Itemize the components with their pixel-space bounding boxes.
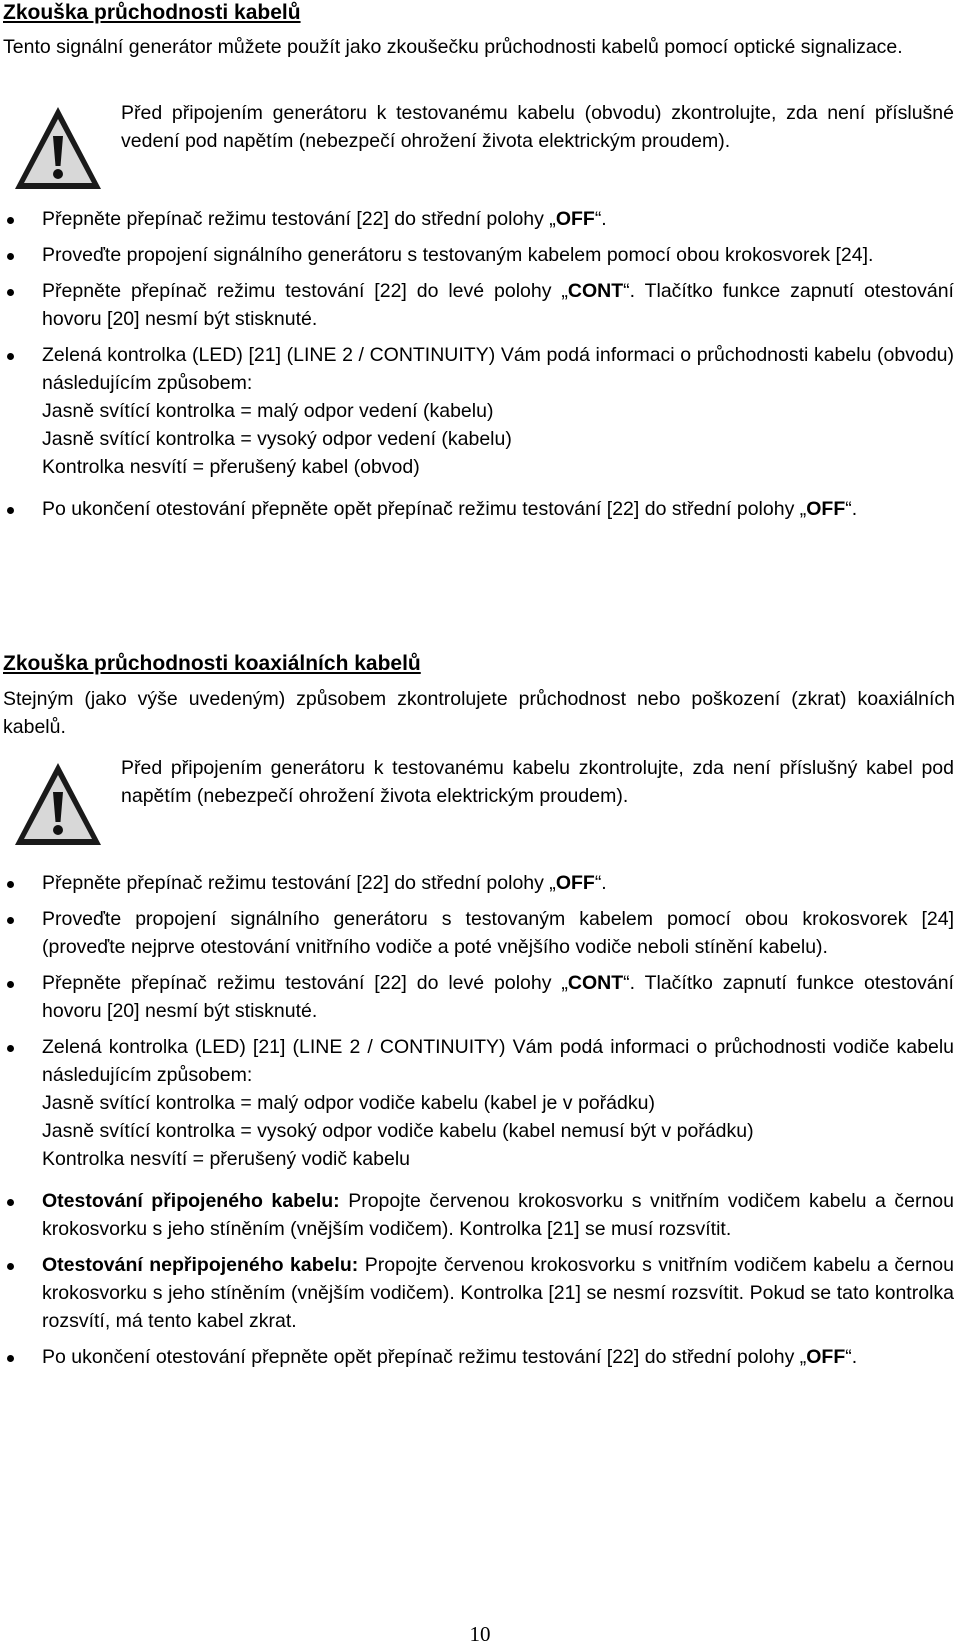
bullet-icon <box>7 1045 14 1052</box>
warning-text: Před připojením generátoru k testovanému kabelu (obvodu) zkontrolujte, zda není příslušné vedení pod napětím (nebezpečí ohrožení života elektrickým proudem). <box>121 102 954 152</box>
section-intro: Stejným (jako výše uvedeným) způsobem zkontrolujete průchodnost nebo poškození (zkrat) koaxiálních kabelů. <box>3 688 955 738</box>
list-item: Otestování připojeného kabelu: Propojte červenou krokosvorku s vnitřním vodičem kabelu a černou krokosvorku s jeho stíněním (vnějším vodičem). Kontrolka [21] se musí rozsvítit. <box>0 1187 954 1243</box>
list-item: Otestování nepřipojeného kabelu: Propojte červenou krokosvorku s vnitřním vodičem kabelu a černou krokosvorku s jeho stíněním (vnějším vodičem). Kontrolka [21] se nesmí rozsvítit. Pokud se tato kontrolka rozsvítí, má tento kabel zkrat. <box>0 1251 954 1335</box>
list-item: Po ukončení otestování přepněte opět přepínač režimu testování [22] do střední polohy „OFF“. <box>0 1343 954 1371</box>
section-heading-coaxial: Zkouška průchodnosti koaxiálních kabelů <box>3 652 421 675</box>
bullet-icon <box>7 289 14 296</box>
list-item: Zelená kontrolka (LED) [21] (LINE 2 / CONTINUITY) Vám podá informaci o průchodnosti vodiče kabelu následujícím způsobem: Jasně svítící kontrolka = malý odpor vodiče kabelu (kabel je v pořádku) Jasně svítící kontrolka = vysoký odpor vodiče kabelu (kabel nemusí být v pořádku) Kontrolka nesvítí = přerušený vodič kabelu <box>0 1033 954 1173</box>
page-number: 10 <box>469 1622 491 1646</box>
warning-triangle-icon <box>12 760 104 848</box>
list-item: Přepněte přepínač režimu testování [22] do levé polohy „CONT“. Tlačítko funkce zapnutí otestování hovoru [20] nesmí být stisknuté. <box>0 277 954 333</box>
bullet-icon <box>7 1263 14 1270</box>
bullet-icon <box>7 917 14 924</box>
bullet-icon <box>7 353 14 360</box>
bullet-icon <box>7 1199 14 1206</box>
list-item: Přepněte přepínač režimu testování [22] do levé polohy „CONT“. Tlačítko zapnutí funkce otestování hovoru [20] nesmí být stisknuté. <box>0 969 954 1025</box>
list-item: Přepněte přepínač režimu testování [22] do střední polohy „OFF“. <box>0 869 954 897</box>
bullet-icon <box>7 253 14 260</box>
instruction-list <box>0 205 960 531</box>
warning-text: Před připojením generátoru k testovanému kabelu zkontrolujte, zda není příslušný kabel pod napětím (nebezpečí ohrožení života elektrickým proudem). <box>121 757 954 807</box>
bullet-icon <box>7 981 14 988</box>
bullet-icon <box>7 1355 14 1362</box>
warning-triangle-icon <box>12 104 104 192</box>
list-item: Proveďte propojení signálního generátoru s testovaným kabelem pomocí obou krokosvorek [24]. <box>0 241 954 269</box>
list-item: Přepněte přepínač režimu testování [22] do střední polohy „OFF“. <box>0 205 954 233</box>
section-heading-continuity: Zkouška průchodnosti kabelů <box>3 1 301 24</box>
section-intro: Tento signální generátor můžete použít jako zkoušečku průchodnosti kabelů pomocí optické signalizace. <box>3 36 903 58</box>
list-item: Proveďte propojení signálního generátoru s testovaným kabelem pomocí obou krokosvorek [24] (proveďte nejprve otestování vnitřního vodiče a poté vnějšího vodiče neboli stínění kabelu). <box>0 905 954 961</box>
list-item: Zelená kontrolka (LED) [21] (LINE 2 / CONTINUITY) Vám podá informaci o průchodnosti kabelu (obvodu) následujícím způsobem: Jasně svítící kontrolka = malý odpor vedení (kabelu) Jasně svítící kontrolka = vysoký odpor vedení (kabelu) Kontrolka nesvítí = přerušený kabel (obvod) <box>0 341 954 481</box>
bullet-icon <box>7 881 14 888</box>
list-item: Po ukončení otestování přepněte opět přepínač režimu testování [22] do střední polohy „OFF“. <box>0 495 954 523</box>
bullet-icon <box>7 507 14 514</box>
bullet-icon <box>7 217 14 224</box>
instruction-list <box>0 869 960 1379</box>
